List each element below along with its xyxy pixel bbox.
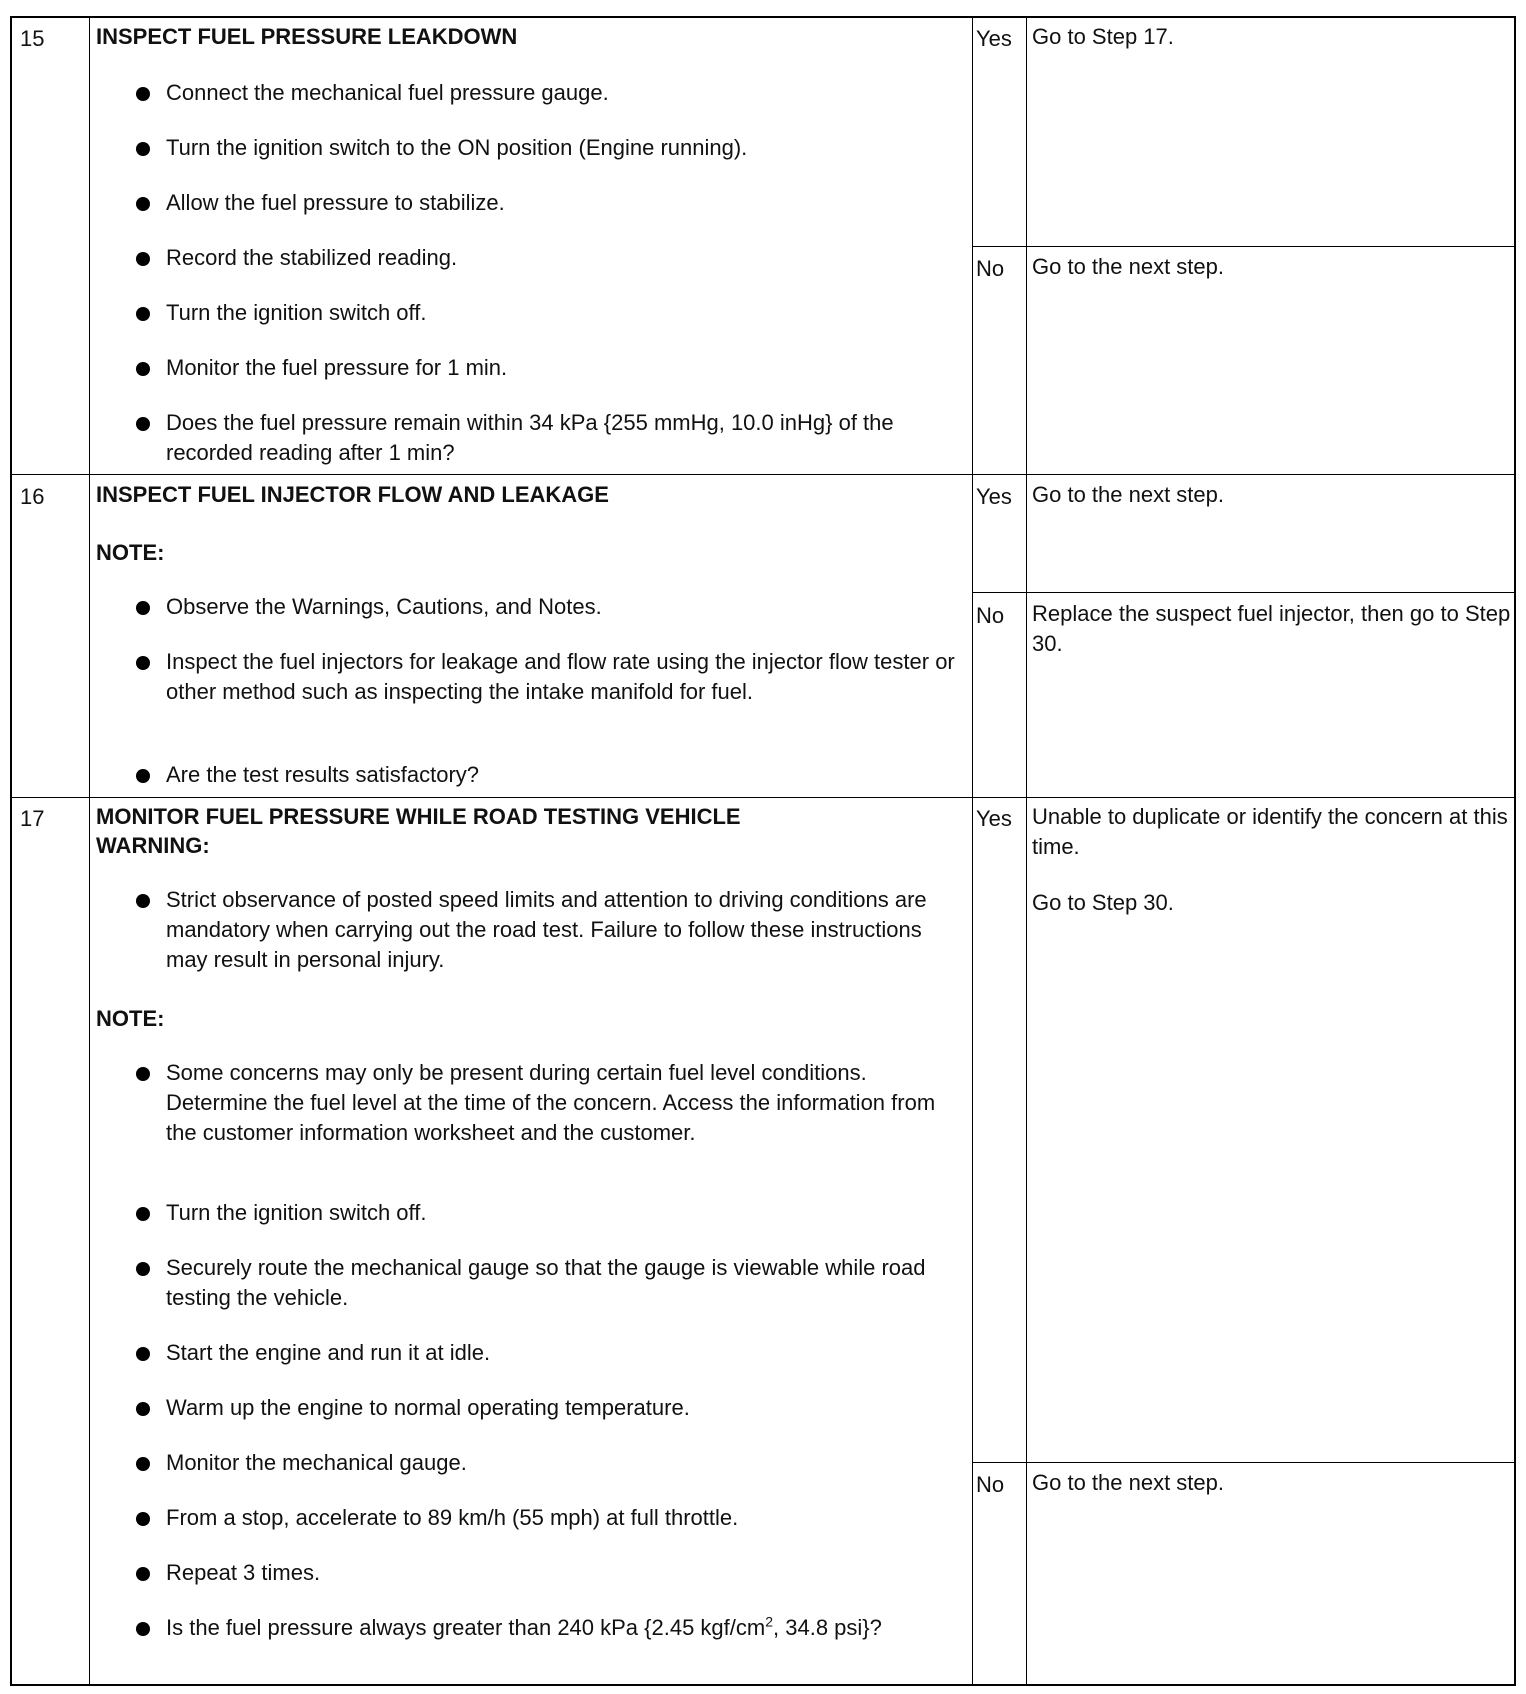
step-question: Does the fuel pressure remain within 34 kPa {255 mmHg, 10.0 inHg} of the recorded reading after 1 min? (166, 410, 894, 465)
row-divider (12, 797, 1514, 798)
no-result: Go to the next step. (1032, 1470, 1225, 1495)
step-instruction: Monitor the fuel pressure for 1 min. (166, 355, 508, 380)
bullet-icon (136, 1512, 150, 1526)
column-divider (972, 18, 973, 1684)
question-text-end: , 34.8 psi}? (773, 1615, 882, 1640)
yes-result: Unable to duplicate or identify the concern at this time. (1032, 804, 1508, 859)
no-label: No (976, 256, 1005, 281)
no-result: Go to the next step. (1032, 254, 1225, 279)
step-question (166, 1613, 956, 1643)
answer-divider (972, 1462, 1514, 1463)
step-instruction: Start the engine and run it at idle. (166, 1340, 491, 1365)
step-instruction: Observe the Warnings, Cautions, and Notes. (166, 594, 602, 619)
step-instruction: Allow the fuel pressure to stabilize. (166, 190, 505, 215)
bullet-icon (136, 252, 150, 266)
bullet-icon (136, 1402, 150, 1416)
step-instruction: Connect the mechanical fuel pressure gauge. (166, 80, 609, 105)
step-instruction: Monitor the mechanical gauge. (166, 1450, 467, 1475)
yes-result-step: Go to Step 30. (1032, 890, 1174, 915)
diagnostic-table (10, 16, 1516, 1686)
no-result: Replace the suspect fuel injector, then go to Step 30. (1032, 601, 1511, 656)
yes-label: Yes (976, 806, 1012, 831)
bullet-icon (136, 1347, 150, 1361)
no-label: No (976, 1472, 1005, 1497)
column-divider (89, 18, 90, 1684)
bullet-icon (136, 601, 150, 615)
step-instruction: Some concerns may only be present during certain fuel level conditions. Determine the fuel level at the time of the concern. Access the information from the customer information worksheet and the customer. (166, 1060, 936, 1145)
bullet-icon (136, 417, 150, 431)
no-label: No (976, 603, 1005, 628)
bullet-icon (136, 142, 150, 156)
bullet-icon (136, 87, 150, 101)
warning-text: Strict observance of posted speed limits and attention to driving conditions are mandatory when carrying out the road test. Failure to follow these instructions may result in personal injury. (166, 887, 927, 972)
step-instruction: Turn the ignition switch off. (166, 1200, 427, 1225)
step-instruction: Inspect the fuel injectors for leakage and flow rate using the injector flow tester or other method such as inspecting the intake manifold for fuel. (166, 649, 955, 704)
question-text: Is the fuel pressure always greater than 240 kPa {2.45 kgf/cm (166, 1615, 766, 1640)
step-instruction: Record the stabilized reading. (166, 245, 458, 270)
step-instruction: Warm up the engine to normal operating temperature. (166, 1395, 690, 1420)
step-title: MONITOR FUEL PRESSURE WHILE ROAD TESTING VEHICLE (96, 804, 741, 829)
step-instruction: Turn the ignition switch to the ON position (Engine running). (166, 135, 748, 160)
bullet-icon (136, 1207, 150, 1221)
step-title: INSPECT FUEL INJECTOR FLOW AND LEAKAGE (96, 482, 609, 507)
step-number: 15 (20, 26, 45, 51)
step-instruction: Securely route the mechanical gauge so that the gauge is viewable while road testing the vehicle. (166, 1255, 926, 1310)
superscript-exponent: 2 (765, 1613, 774, 1630)
step-number: 17 (20, 806, 45, 831)
step-question: Are the test results satisfactory? (166, 762, 480, 787)
note-label: NOTE: (96, 540, 165, 565)
step-title: INSPECT FUEL PRESSURE LEAKDOWN (96, 24, 518, 49)
bullet-icon (136, 307, 150, 321)
yes-result: Go to Step 17. (1032, 24, 1174, 49)
bullet-icon (136, 1622, 150, 1636)
yes-label: Yes (976, 484, 1012, 509)
yes-result: Go to the next step. (1032, 482, 1225, 507)
yes-label: Yes (976, 26, 1012, 51)
bullet-icon (136, 656, 150, 670)
step-instruction: Repeat 3 times. (166, 1560, 321, 1585)
step-number: 16 (20, 484, 45, 509)
answer-divider (972, 246, 1514, 247)
bullet-icon (136, 1067, 150, 1081)
bullet-icon (136, 1457, 150, 1471)
bullet-icon (136, 362, 150, 376)
warning-label: WARNING: (96, 833, 210, 858)
bullet-icon (136, 197, 150, 211)
note-label: NOTE: (96, 1006, 165, 1031)
column-divider (1026, 18, 1027, 1684)
bullet-icon (136, 769, 150, 783)
bullet-icon (136, 894, 150, 908)
bullet-icon (136, 1262, 150, 1276)
step-instruction: From a stop, accelerate to 89 km/h (55 mph) at full throttle. (166, 1505, 739, 1530)
bullet-icon (136, 1567, 150, 1581)
answer-divider (972, 592, 1514, 593)
row-divider (12, 474, 1514, 475)
step-instruction: Turn the ignition switch off. (166, 300, 427, 325)
